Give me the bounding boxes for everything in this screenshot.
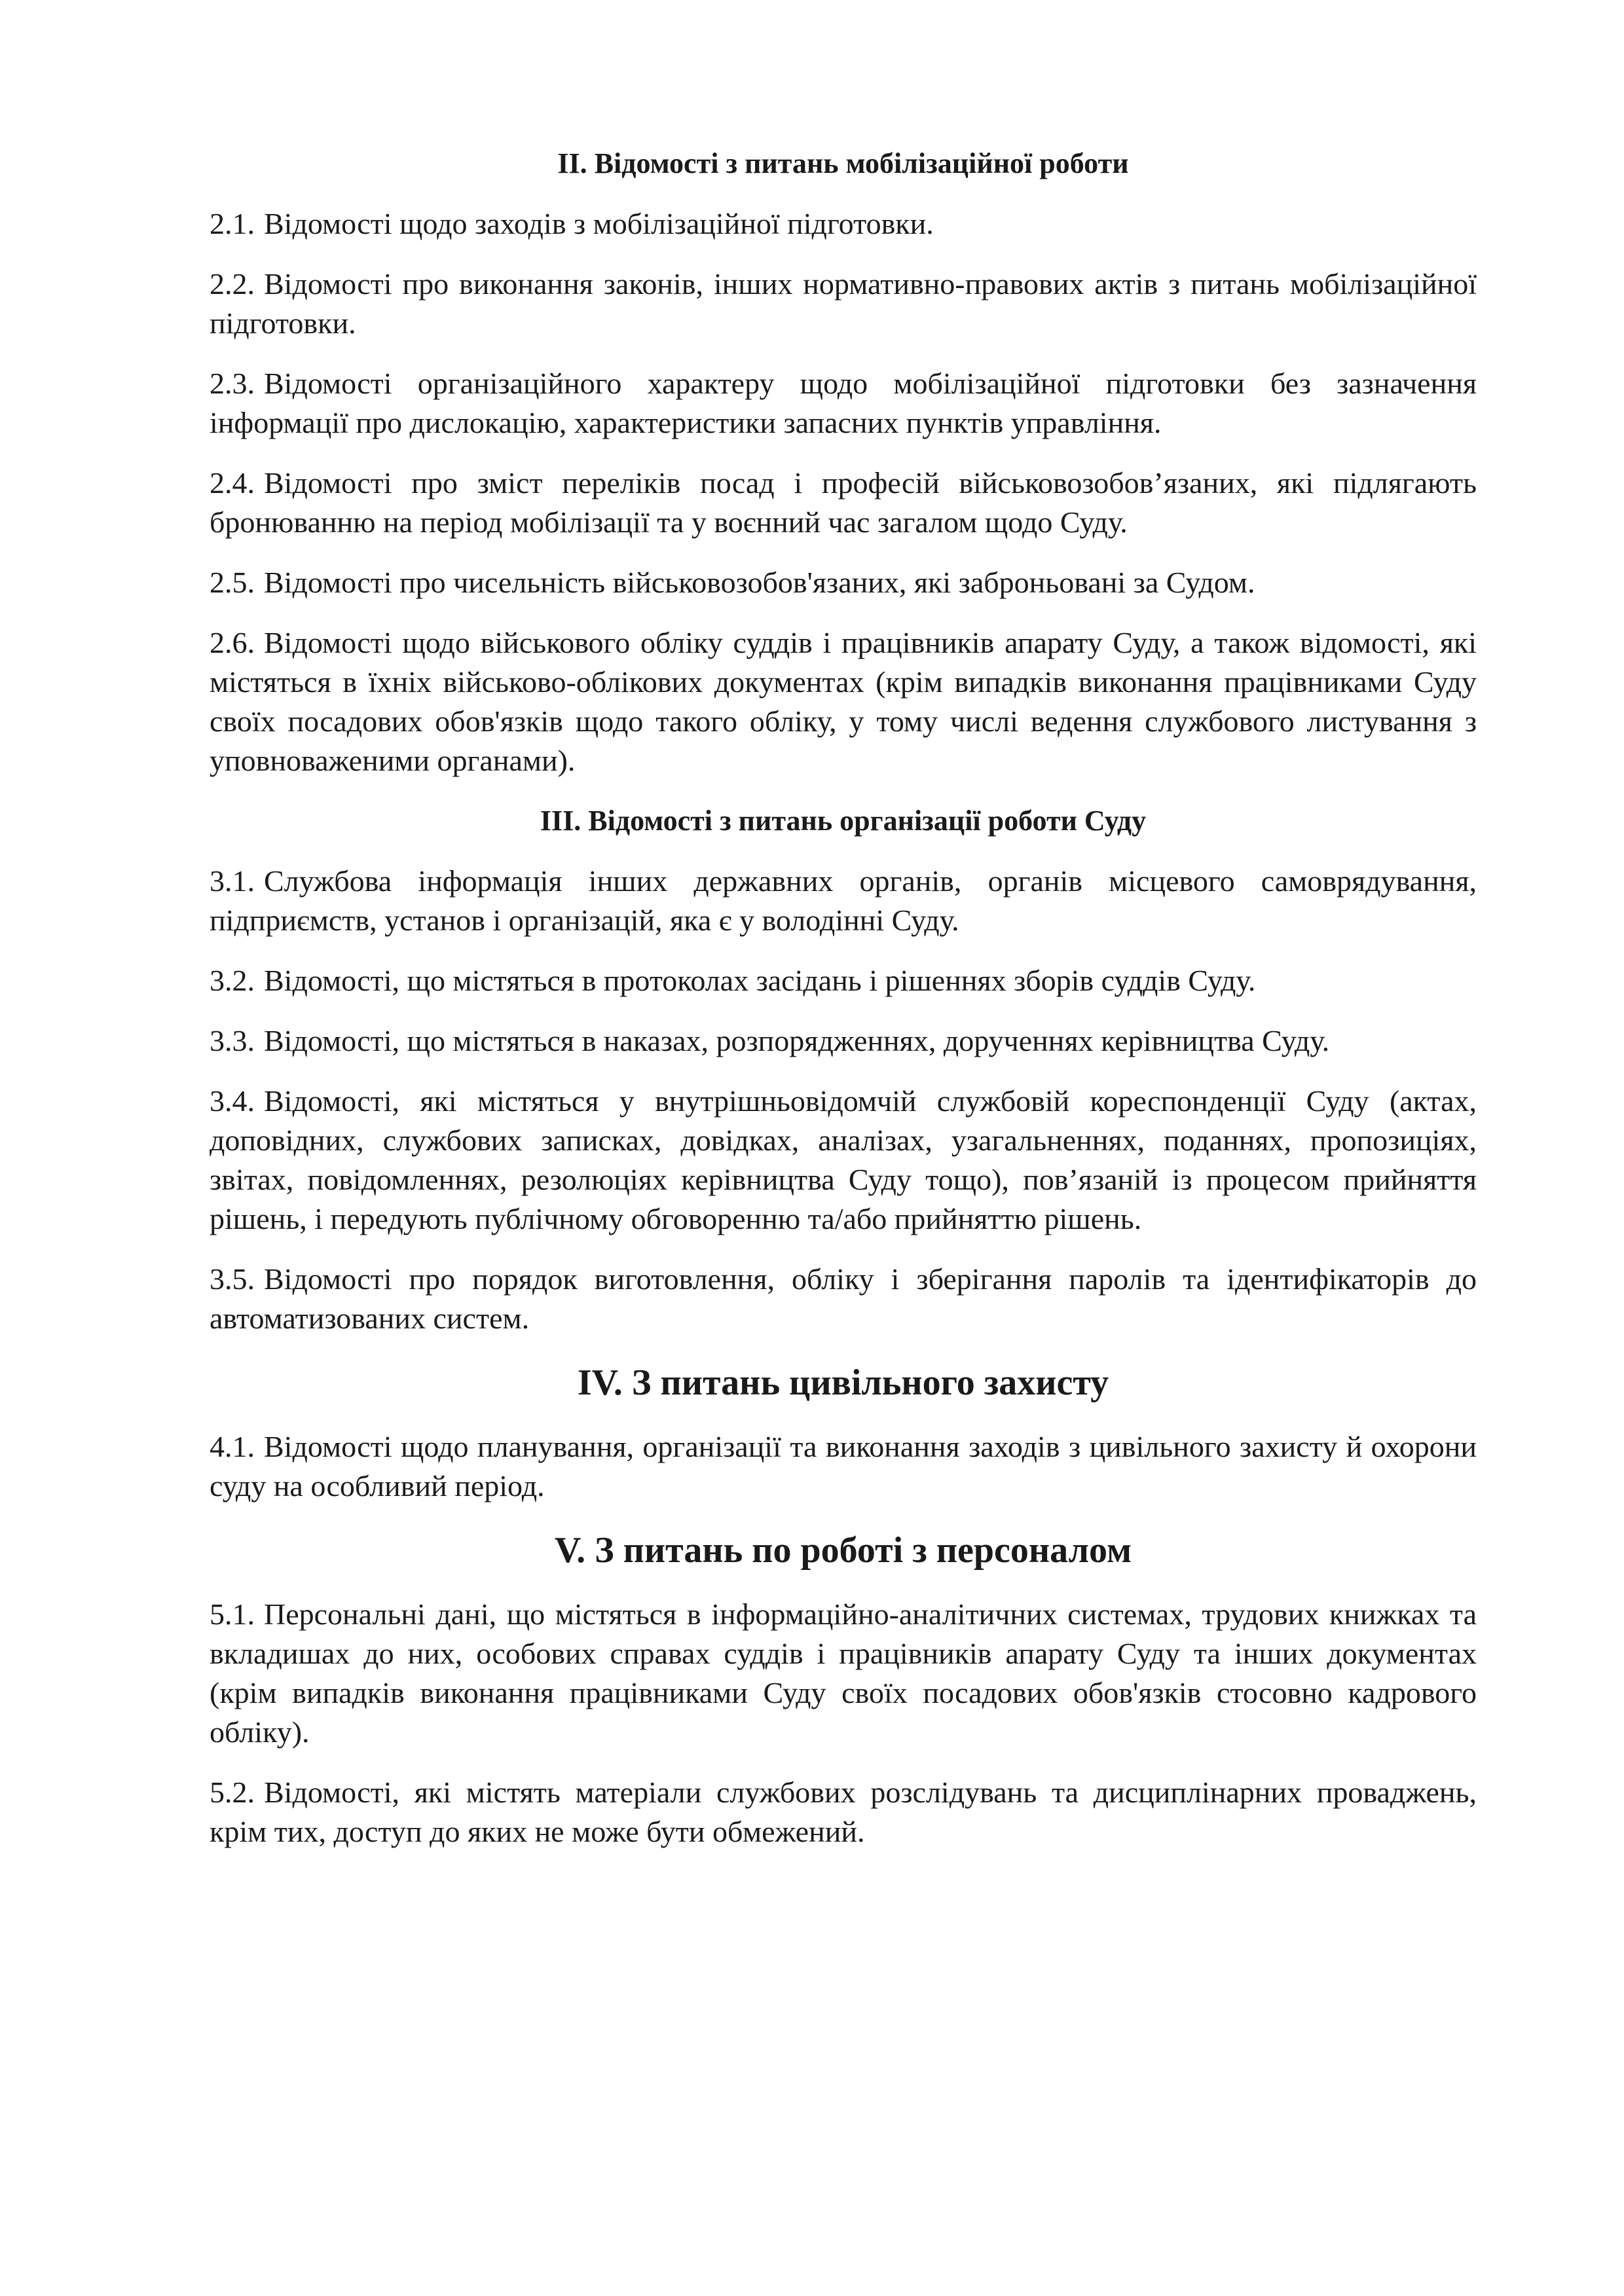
section-heading-civil-protection: ІV. З питань цивільного захисту	[577, 1362, 1109, 1403]
item-number: 3.5.	[210, 1262, 255, 1296]
item-text: Службова інформація інших державних органів, органів місцевого самоврядування, підприємств, установ і організацій, яка є у володінні Суду.	[210, 864, 1477, 937]
list-item	[210, 1021, 1477, 1061]
item-number: 3.3.	[210, 1024, 255, 1057]
item-text: Відомості, що містяться в наказах, розпорядженнях, дорученнях керівництва Суду.	[264, 1024, 1330, 1057]
item-number: 2.6.	[210, 626, 255, 659]
list-item	[210, 1595, 1477, 1752]
item-number: 2.1.	[210, 207, 255, 240]
item-text: Відомості про виконання законів, інших нормативно-правових актів з питань мобілізаційної підготовки.	[210, 267, 1477, 340]
list-item	[210, 364, 1477, 443]
item-text: Відомості організаційного характеру щодо мобілізаційної підготовки без зазначення інформації про дислокацію, характеристики запасних пунктів управління.	[210, 367, 1477, 439]
list-item	[210, 623, 1477, 780]
list-item	[210, 961, 1477, 1000]
section-heading-personnel: V. З питань по роботі з персоналом	[554, 1530, 1132, 1571]
list-item	[210, 1427, 1477, 1506]
item-number: 2.3.	[210, 367, 255, 400]
item-text: Відомості, які містяться у внутрішньовідомчій службовій кореспонденції Суду (актах, доповідних, службових записках, довідках, аналізах, узагальненнях, поданнях, пропозиціях, звітах, повідомленнях, резолюціях керівництва Суду тощо), пов’язаній із процесом прийняття рішень, і передують публічному обговоренню та/або прийняттю рішень.	[210, 1084, 1477, 1235]
item-text: Відомості щодо заходів з мобілізаційної підготовки.	[264, 207, 934, 240]
item-number: 3.4.	[210, 1084, 255, 1118]
list-item	[210, 204, 1477, 244]
item-number: 3.1.	[210, 864, 255, 898]
item-text: Відомості про порядок виготовлення, обліку і зберігання паролів та ідентифікаторів до автоматизованих систем.	[210, 1262, 1477, 1335]
item-number: 2.5.	[210, 566, 255, 599]
list-item	[210, 464, 1477, 542]
document-body	[210, 144, 1477, 1872]
item-text: Відомості, що містяться в протоколах засідань і рішеннях зборів суддів Суду.	[264, 964, 1256, 997]
item-text: Відомості щодо військового обліку суддів і працівників апарату Суду, а також відомості, які містяться в їхніх військово-облікових документах (крім випадків виконання працівниками Суду своїх посадових обов'язків щодо такого обліку, у тому числі ведення службового листування з уповноваженими органами).	[210, 626, 1477, 777]
item-text: Відомості про чисельність військовозобов'язаних, які заброньовані за Судом.	[264, 566, 1255, 599]
list-item	[210, 862, 1477, 940]
item-number: 4.1.	[210, 1430, 255, 1463]
list-item	[210, 1082, 1477, 1239]
item-text: Персональні дані, що містяться в інформаційно-аналітичних системах, трудових книжках та вкладишах до них, особових справах суддів і працівників апарату Суду та інших документах (крім випадків виконання працівниками Суду своїх посадових обов'язків стосовно кадрового обліку).	[210, 1597, 1477, 1749]
list-item	[210, 264, 1477, 343]
item-text: Відомості щодо планування, організації та виконання заходів з цивільного захисту й охорони суду на особливий період.	[210, 1430, 1477, 1503]
item-number: 5.2.	[210, 1776, 255, 1809]
item-number: 3.2.	[210, 964, 255, 997]
list-item	[210, 1773, 1477, 1851]
item-number: 2.4.	[210, 466, 255, 500]
item-text: Відомості про зміст переліків посад і професій військовозобов’язаних, які підлягають бронюванню на період мобілізації та у воєнний час загалом щодо Суду.	[210, 466, 1477, 539]
item-number: 2.2.	[210, 267, 255, 301]
item-text: Відомості, які містять матеріали службових розслідувань та дисциплінарних проваджень, крім тих, доступ до яких не може бути обмежений.	[210, 1776, 1477, 1848]
section-heading-mobilization: ІІ. Відомості з питань мобілізаційної роботи	[557, 147, 1129, 179]
list-item	[210, 563, 1477, 602]
item-number: 5.1.	[210, 1597, 255, 1631]
section-heading-court-organization: ІІІ. Відомості з питань організації роботи Суду	[540, 805, 1147, 837]
list-item	[210, 1260, 1477, 1338]
